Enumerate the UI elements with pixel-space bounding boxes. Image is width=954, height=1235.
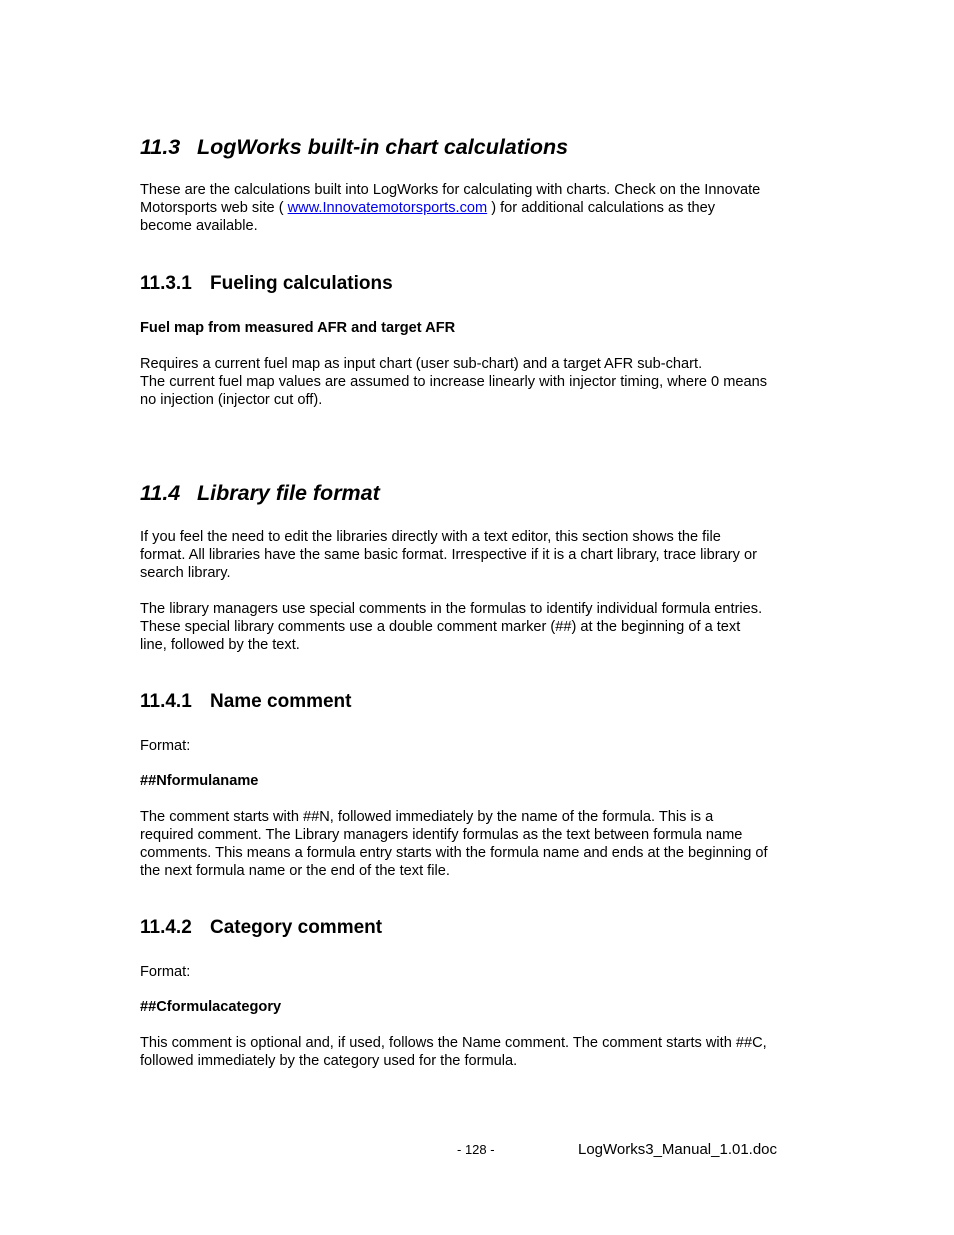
page-number: - 128 - bbox=[457, 1142, 495, 1157]
heading-title: Name comment bbox=[210, 691, 352, 712]
heading-title: Library file format bbox=[197, 481, 380, 505]
fueling-paragraph bbox=[140, 355, 820, 409]
name-format-value: ##Nformulaname bbox=[140, 773, 259, 789]
name-comment-line-2: required comment. The Library managers identify formulas as the text between formula name bbox=[140, 827, 743, 843]
heading-title: Fueling calculations bbox=[210, 273, 393, 294]
heading-11-4-2 bbox=[140, 916, 820, 940]
document-name: LogWorks3_Manual_1.01.doc bbox=[578, 1141, 778, 1158]
intro-paragraph bbox=[140, 181, 820, 235]
intro-line-2-end: ) for additional calculations as they bbox=[487, 200, 716, 216]
subheading-fuel-map: Fuel map from measured AFR and target AFR bbox=[140, 320, 456, 336]
category-comment-line-1: This comment is optional and, if used, follows the Name comment. The comment starts with ##C, bbox=[140, 1035, 767, 1051]
library-intro-line-1: If you feel the need to edit the libraries directly with a text editor, this section shows the file bbox=[140, 529, 721, 545]
category-format-label: Format: bbox=[140, 964, 191, 980]
innovate-website-link[interactable]: www.Innovatemotorsports.com bbox=[287, 200, 488, 216]
category-comment-paragraph bbox=[140, 1034, 820, 1070]
library-comments-line-3: line, followed by the text. bbox=[140, 637, 300, 653]
fueling-line-1: Requires a current fuel map as input chart (user sub-chart) and a target AFR sub-chart. bbox=[140, 356, 703, 372]
library-comments-line-2: These special library comments use a double comment marker (##) at the beginning of a text bbox=[140, 619, 741, 635]
fueling-line-2: The current fuel map values are assumed to increase linearly with injector timing, where 0 means bbox=[140, 374, 768, 390]
intro-line-2-start: Motorsports web site ( bbox=[140, 200, 288, 216]
heading-title: Category comment bbox=[210, 917, 383, 938]
library-comments-line-1: The library managers use special comments in the formulas to identify individual formula entries. bbox=[140, 601, 763, 617]
name-format-label: Format: bbox=[140, 738, 191, 754]
name-comment-line-4: the next formula name or the end of the text file. bbox=[140, 863, 450, 879]
intro-line-3: become available. bbox=[140, 218, 258, 234]
category-comment-line-2: followed immediately by the category used for the formula. bbox=[140, 1053, 518, 1069]
fueling-line-3: no injection (injector cut off). bbox=[140, 392, 323, 408]
heading-number: 11.4 bbox=[140, 481, 181, 505]
name-comment-line-3: comments. This means a formula entry starts with the formula name and ends at the beginning of bbox=[140, 845, 768, 861]
heading-number: 11.4.2 bbox=[140, 917, 192, 938]
heading-number: 11.3 bbox=[140, 135, 181, 159]
name-comment-line-1: The comment starts with ##N, followed immediately by the name of the formula. This is a bbox=[140, 809, 714, 825]
intro-line-1: These are the calculations built into LogWorks for calculating with charts. Check on the Innovate bbox=[140, 182, 761, 198]
heading-number: 11.4.1 bbox=[140, 691, 192, 712]
library-comments-paragraph bbox=[140, 600, 820, 654]
heading-11-4-1 bbox=[140, 690, 820, 714]
library-intro-paragraph bbox=[140, 528, 820, 582]
name-comment-paragraph bbox=[140, 808, 820, 880]
category-format-value: ##Cformulacategory bbox=[140, 999, 282, 1015]
heading-11-3 bbox=[140, 134, 820, 160]
heading-11-3-1 bbox=[140, 272, 820, 296]
library-intro-line-3: search library. bbox=[140, 565, 231, 581]
heading-title: LogWorks built-in chart calculations bbox=[197, 135, 569, 159]
heading-number: 11.3.1 bbox=[140, 273, 192, 294]
heading-11-4 bbox=[140, 480, 820, 506]
library-intro-line-2: format. All libraries have the same basic format. Irrespective if it is a chart library, trace library or bbox=[140, 547, 757, 563]
intro-line-2 bbox=[140, 199, 820, 217]
